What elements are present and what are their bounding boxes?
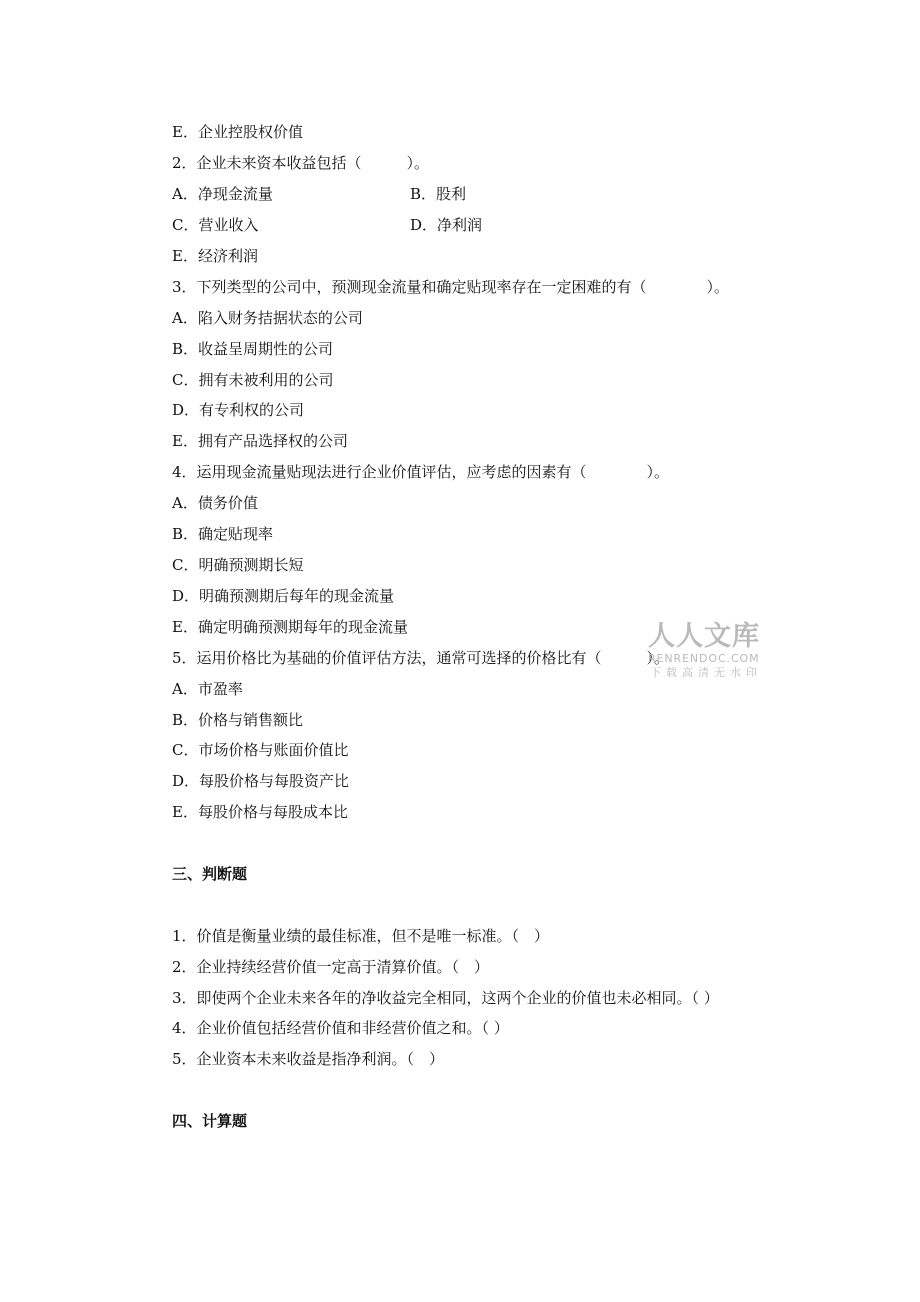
judgment-item-1: 1．价值是衡量业绩的最佳标准，但不是唯一标准。（ ）	[172, 927, 550, 945]
judgment-item-2: 2．企业持续经营价值一定高于清算价值。（ ）	[172, 958, 490, 976]
q3-option-b: B．收益呈周期性的公司	[172, 340, 334, 358]
q2-option-d: D．净利润	[410, 216, 483, 234]
judgment-item-4: 4．企业价值包括经营价值和非经营价值之和。（ ）	[172, 1019, 509, 1037]
q1-option-e: E．企业控股权价值	[172, 123, 303, 141]
watermark	[646, 620, 776, 682]
q5-option-a: A．市盈率	[172, 680, 243, 698]
q4-stem: 4．运用现金流量贴现法进行企业价值评估，应考虑的因素有（ ）。	[172, 463, 670, 481]
q4-option-a: A．债务价值	[172, 494, 258, 512]
q3-option-e: E．拥有产品选择权的公司	[172, 432, 348, 450]
section-heading-calculation: 四、计算题	[172, 1112, 248, 1130]
q4-option-c: C．明确预测期长短	[172, 556, 304, 574]
q3-option-a: A．陷入财务拮据状态的公司	[172, 309, 363, 327]
q2-option-e: E．经济利润	[172, 247, 258, 265]
q5-option-d: D．每股价格与每股资产比	[172, 772, 350, 790]
q4-option-e: E．确定明确预测期每年的现金流量	[172, 618, 408, 636]
q2-stem: 2．企业未来资本收益包括（ ）。	[172, 154, 430, 172]
q4-option-b: B．确定贴现率	[172, 525, 274, 543]
judgment-item-3: 3．即使两个企业未来各年的净收益完全相同，这两个企业的价值也未必相同。（ ）	[172, 989, 719, 1007]
q3-option-d: D．有专利权的公司	[172, 401, 305, 419]
watermark-subtitle: 下载高清无水印	[650, 666, 762, 679]
watermark-url: RENRENDOC.COM	[648, 652, 760, 665]
q3-option-c: C．拥有未被利用的公司	[172, 371, 334, 389]
q5-stem: 5．运用价格比为基础的价值评估方法，通常可选择的价格比有（ ）。	[172, 649, 670, 667]
q2-option-c: C．营业收入	[172, 216, 259, 234]
q3-stem: 3．下列类型的公司中，预测现金流量和确定贴现率存在一定困难的有（ ）。	[172, 278, 730, 296]
judgment-item-5: 5．企业资本未来收益是指净利润。（ ）	[172, 1050, 445, 1068]
q2-option-a: A．净现金流量	[172, 185, 273, 203]
section-heading-judgment: 三、判断题	[172, 865, 248, 883]
q4-option-d: D．明确预测期后每年的现金流量	[172, 587, 395, 605]
q5-option-c: C．市场价格与账面价值比	[172, 741, 349, 759]
q5-option-b: B．价格与销售额比	[172, 711, 304, 729]
q2-option-b: B．股利	[410, 185, 467, 203]
q5-option-e: E．每股价格与每股成本比	[172, 803, 348, 821]
watermark-title: 人人文库	[648, 621, 760, 652]
